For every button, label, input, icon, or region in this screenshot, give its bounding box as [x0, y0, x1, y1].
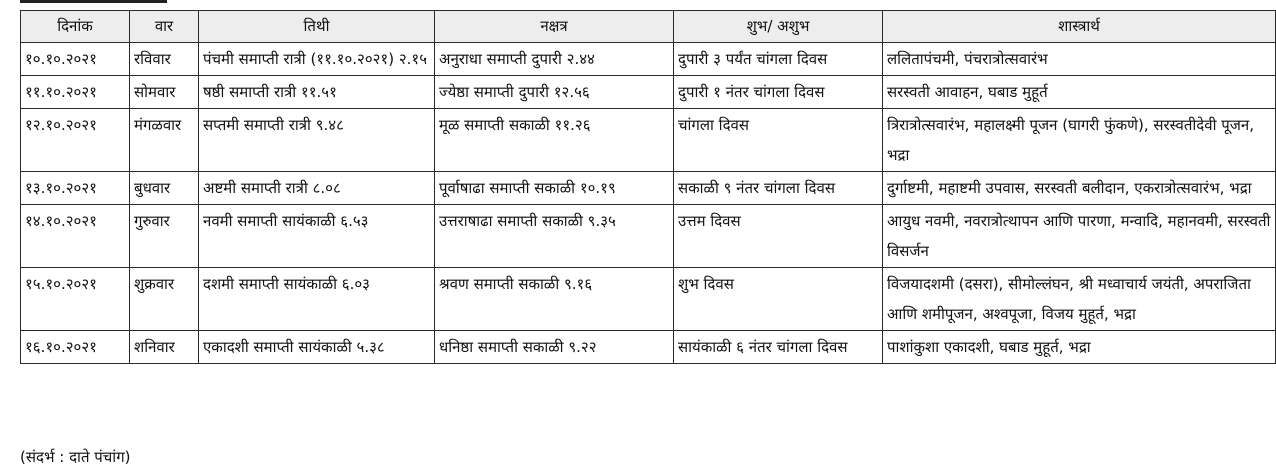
- cell-shastrartha: विजयादशमी (दसरा), सीमोल्लंघन, श्री मध्वाचार्य जयंती, अपराजिता आणि शमीपूजन, अश्वपूजा, विजय मुहूर्त, भद्रा: [883, 268, 1276, 331]
- table-row: [21, 43, 1276, 76]
- cell-shastrartha: दुर्गाष्टमी, महाष्टमी उपवास, सरस्वती बलीदान, एकरात्रोत्सवारंभ, भद्रा: [883, 172, 1276, 205]
- cell-shastrartha: त्रिरात्रोत्सवारंभ, महालक्ष्मी पूजन (घागरी फुंकणे), सरस्वतीदेवी पूजन, भद्रा: [883, 109, 1276, 172]
- reference-note: (संदर्भ : दाते पंचांग): [20, 448, 131, 466]
- cell-nakshatra: अनुराधा समाप्ती दुपारी २.४४: [435, 43, 674, 76]
- cell-nakshatra: धनिष्ठा समाप्ती सकाळी ९.२२: [435, 331, 674, 364]
- header-shastrartha: शास्त्रार्थ: [883, 11, 1276, 43]
- table-row: [21, 331, 1276, 364]
- cell-date: १४.१०.२०२१: [21, 205, 130, 268]
- header-shubh-ashubh: शुभ/ अशुभ: [674, 11, 883, 43]
- cell-date: १५.१०.२०२१: [21, 268, 130, 331]
- cell-date: १६.१०.२०२१: [21, 331, 130, 364]
- cell-day: बुधवार: [130, 172, 199, 205]
- cell-shubh: सकाळी ९ नंतर चांगला दिवस: [674, 172, 883, 205]
- cell-tithi: दशमी समाप्ती सायंकाळी ६.०३: [199, 268, 435, 331]
- cell-date: १२.१०.२०२१: [21, 109, 130, 172]
- cell-day: गुरुवार: [130, 205, 199, 268]
- cell-day: शनिवार: [130, 331, 199, 364]
- panchang-table: [20, 10, 1276, 364]
- cell-date: ११.१०.२०२१: [21, 76, 130, 109]
- table-row: [21, 172, 1276, 205]
- table-row: [21, 109, 1276, 172]
- cell-day: सोमवार: [130, 76, 199, 109]
- cell-date: १०.१०.२०२१: [21, 43, 130, 76]
- table-row: [21, 76, 1276, 109]
- cell-nakshatra: मूळ समाप्ती सकाळी ११.२६: [435, 109, 674, 172]
- cell-tithi: षष्ठी समाप्ती रात्री ११.५१: [199, 76, 435, 109]
- cell-shastrartha: पाशांकुशा एकादशी, घबाड मुहूर्त, भद्रा: [883, 331, 1276, 364]
- cell-nakshatra: उत्तराषाढा समाप्ती सकाळी ९.३५: [435, 205, 674, 268]
- cell-tithi: नवमी समाप्ती सायंकाळी ६.५३: [199, 205, 435, 268]
- cell-shubh: शुभ दिवस: [674, 268, 883, 331]
- cell-day: रविवार: [130, 43, 199, 76]
- header-tithi: तिथी: [199, 11, 435, 43]
- cell-tithi: अष्टमी समाप्ती रात्री ८.०८: [199, 172, 435, 205]
- cell-shubh: सायंकाळी ६ नंतर चांगला दिवस: [674, 331, 883, 364]
- table-row: [21, 205, 1276, 268]
- cell-shubh: चांगला दिवस: [674, 109, 883, 172]
- cell-date: १३.१०.२०२१: [21, 172, 130, 205]
- cell-tithi: पंचमी समाप्ती रात्री (११.१०.२०२१) २.१५: [199, 43, 435, 76]
- cell-shastrartha: आयुध नवमी, नवरात्रोत्थापन आणि पारणा, मन्वादि, महानवमी, सरस्वती विसर्जन: [883, 205, 1276, 268]
- cell-tithi: सप्तमी समाप्ती रात्री ९.४८: [199, 109, 435, 172]
- cell-day: मंगळवार: [130, 109, 199, 172]
- cell-shubh: दुपारी १ नंतर चांगला दिवस: [674, 76, 883, 109]
- cell-nakshatra: श्रवण समाप्ती सकाळी ९.१६: [435, 268, 674, 331]
- cell-shastrartha: ललितापंचमी, पंचरात्रोत्सवारंभ: [883, 43, 1276, 76]
- top-rule: [20, 0, 167, 3]
- table-row: [21, 268, 1276, 331]
- cell-tithi: एकादशी समाप्ती सायंकाळी ५.३८: [199, 331, 435, 364]
- header-nakshatra: नक्षत्र: [435, 11, 674, 43]
- header-row: [21, 11, 1276, 43]
- header-date: दिनांक: [21, 11, 130, 43]
- cell-shastrartha: सरस्वती आवाहन, घबाड मुहूर्त: [883, 76, 1276, 109]
- cell-shubh: उत्तम दिवस: [674, 205, 883, 268]
- header-day: वार: [130, 11, 199, 43]
- cell-day: शुक्रवार: [130, 268, 199, 331]
- cell-nakshatra: ज्येष्ठा समाप्ती दुपारी १२.५६: [435, 76, 674, 109]
- cell-nakshatra: पूर्वाषाढा समाप्ती सकाळी १०.१९: [435, 172, 674, 205]
- cell-shubh: दुपारी ३ पर्यंत चांगला दिवस: [674, 43, 883, 76]
